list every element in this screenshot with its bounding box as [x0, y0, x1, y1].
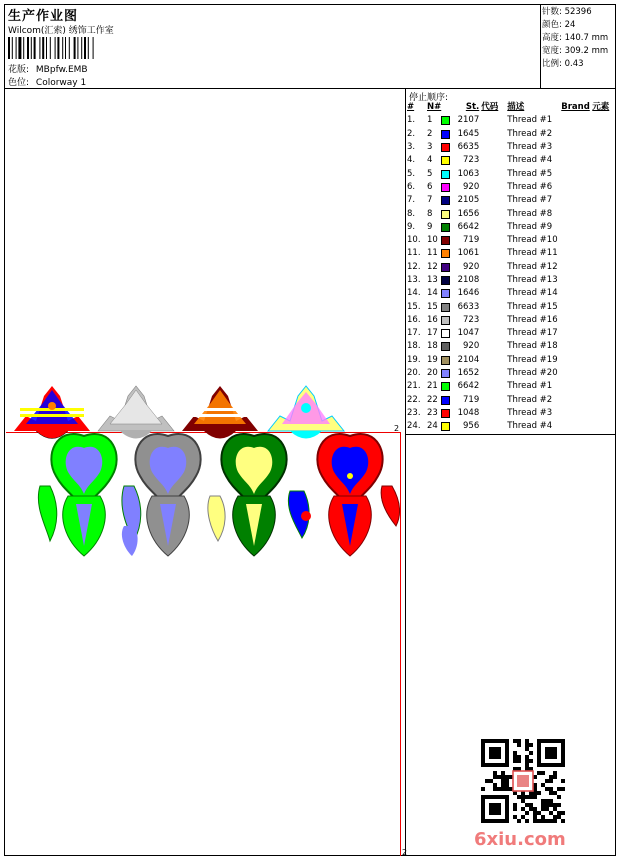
design-value: MBpfw.EMB	[35, 65, 88, 75]
row-index: 18.	[407, 341, 421, 352]
thread-row	[407, 327, 614, 340]
row-stitches: 2105	[441, 194, 481, 207]
row-brand	[561, 407, 592, 420]
row-needle: 4	[427, 155, 433, 166]
row-stitches: 2108	[441, 274, 481, 287]
stat-colors: 颜色: 24	[542, 20, 576, 30]
row-stitches: 956	[441, 420, 481, 433]
row-needle: 5	[427, 168, 433, 179]
row-brand	[561, 314, 592, 327]
row-needle: 18	[427, 341, 438, 352]
row-element	[592, 141, 614, 154]
marker-top: 2	[394, 424, 400, 433]
thread-table-header	[407, 101, 614, 114]
row-stitches: 6642	[441, 380, 481, 393]
row-brand	[561, 340, 592, 353]
row-element	[592, 167, 614, 180]
row-brand	[561, 420, 592, 433]
row-stitches: 1047	[441, 327, 481, 340]
row-brand	[561, 221, 592, 234]
row-stitches: 719	[441, 234, 481, 247]
row-description: Thread #10	[507, 235, 558, 246]
row-element	[592, 154, 614, 167]
row-needle: 8	[427, 208, 433, 219]
thread-row	[407, 128, 614, 141]
row-description: Thread #3	[507, 407, 553, 418]
row-needle: 7	[427, 195, 433, 206]
header-divider	[4, 88, 616, 89]
row-element	[592, 181, 614, 194]
thread-row	[407, 354, 614, 367]
stats-panel	[542, 6, 608, 71]
row-element	[592, 221, 614, 234]
crown-motif-4	[268, 386, 344, 439]
row-index: 14.	[407, 288, 421, 299]
row-needle: 1	[427, 115, 433, 126]
color-swatch	[441, 409, 450, 418]
row-index: 19.	[407, 354, 421, 365]
thread-row	[407, 340, 614, 353]
row-element	[592, 128, 614, 141]
row-needle: 19	[427, 354, 438, 365]
row-stitches: 6642	[441, 221, 481, 234]
thread-row	[407, 274, 614, 287]
row-code	[481, 167, 507, 180]
row-index: 2.	[407, 128, 416, 139]
row-stitches: 920	[441, 261, 481, 274]
row-index: 10.	[407, 235, 421, 246]
row-code	[481, 340, 507, 353]
row-brand	[561, 167, 592, 180]
row-description: Thread #20	[507, 368, 558, 379]
row-description: Thread #19	[507, 354, 558, 365]
thread-row	[407, 314, 614, 327]
row-code	[481, 207, 507, 220]
row-stitches: 1652	[441, 367, 481, 380]
row-stitches: 1656	[441, 207, 481, 220]
row-index: 16.	[407, 314, 421, 325]
row-element	[592, 194, 614, 207]
row-brand	[561, 181, 592, 194]
row-code	[481, 154, 507, 167]
row-stitches: 2104	[441, 354, 481, 367]
row-brand	[561, 380, 592, 393]
row-code	[481, 234, 507, 247]
row-needle: 15	[427, 301, 438, 312]
row-brand	[561, 354, 592, 367]
row-code	[481, 261, 507, 274]
row-code	[481, 114, 507, 127]
color-swatch	[441, 236, 450, 245]
row-needle: 21	[427, 381, 438, 392]
color-swatch	[441, 329, 450, 338]
row-needle: 6	[427, 181, 433, 192]
color-swatch	[441, 422, 450, 431]
row-stitches: 6633	[441, 300, 481, 313]
row-index: 3.	[407, 142, 416, 153]
row-index: 4.	[407, 155, 416, 166]
row-description: Thread #14	[507, 288, 558, 299]
row-code	[481, 380, 507, 393]
row-index: 20.	[407, 368, 421, 379]
row-code	[481, 367, 507, 380]
row-description: Thread #4	[507, 155, 553, 166]
color-swatch	[441, 156, 450, 165]
row-element	[592, 380, 614, 393]
stats-divider	[540, 4, 541, 88]
row-needle: 24	[427, 421, 438, 432]
stat-scale: 比例: 0.43	[542, 59, 584, 69]
marker-bottom: 2	[402, 848, 408, 857]
row-stitches: 723	[441, 314, 481, 327]
row-code	[481, 128, 507, 141]
row-needle: 12	[427, 261, 438, 272]
row-index: 23.	[407, 407, 421, 418]
col-n: N#	[427, 102, 442, 113]
row-needle: 23	[427, 407, 438, 418]
paisley-motif-4	[317, 434, 399, 556]
row-element	[592, 274, 614, 287]
thread-row	[407, 367, 614, 380]
row-index: 15.	[407, 301, 421, 312]
row-brand	[561, 141, 592, 154]
thread-row	[407, 407, 614, 420]
row-code	[481, 274, 507, 287]
color-swatch	[441, 143, 450, 152]
crown-motif-1	[14, 386, 90, 439]
qr-code	[481, 739, 565, 823]
table-bottom-line	[405, 434, 616, 435]
row-element	[592, 300, 614, 313]
row-brand	[561, 261, 592, 274]
row-stitches: 1063	[441, 167, 481, 180]
thread-table	[407, 101, 614, 433]
color-swatch	[441, 316, 450, 325]
row-index: 17.	[407, 328, 421, 339]
col-code: 代码	[481, 102, 499, 113]
row-element	[592, 261, 614, 274]
row-description: Thread #17	[507, 328, 558, 339]
thread-row	[407, 234, 614, 247]
row-stitches: 1646	[441, 287, 481, 300]
thread-row	[407, 114, 614, 127]
row-brand	[561, 367, 592, 380]
row-brand	[561, 154, 592, 167]
thread-row	[407, 154, 614, 167]
row-element	[592, 207, 614, 220]
row-stitches: 6635	[441, 141, 481, 154]
row-index: 1.	[407, 115, 416, 126]
row-description: Thread #1	[507, 115, 553, 126]
color-swatch	[441, 116, 450, 125]
row-description: Thread #3	[507, 142, 553, 153]
row-stitches: 920	[441, 181, 481, 194]
thread-row	[407, 394, 614, 407]
thread-row	[407, 261, 614, 274]
color-swatch	[441, 223, 450, 232]
row-brand	[561, 300, 592, 313]
row-needle: 22	[427, 394, 438, 405]
col-idx: #	[407, 102, 415, 113]
color-swatch	[441, 183, 450, 192]
color-swatch	[441, 130, 450, 139]
colorway-value: Colorway 1	[35, 78, 87, 88]
col-brand: Brand	[561, 102, 590, 113]
stat-stitches: 针数: 52396	[542, 7, 592, 17]
row-element	[592, 407, 614, 420]
design-label: 花版:	[8, 65, 30, 75]
colorway-row	[8, 75, 86, 88]
row-index: 9.	[407, 221, 416, 232]
row-needle: 14	[427, 288, 438, 299]
thread-row	[407, 380, 614, 393]
thread-row	[407, 194, 614, 207]
row-code	[481, 247, 507, 260]
row-brand	[561, 207, 592, 220]
row-needle: 17	[427, 328, 438, 339]
stat-width: 宽度: 309.2 mm	[542, 46, 609, 56]
row-element	[592, 114, 614, 127]
thread-row	[407, 167, 614, 180]
row-needle: 11	[427, 248, 438, 259]
row-index: 8.	[407, 208, 416, 219]
row-index: 6.	[407, 181, 416, 192]
row-description: Thread #11	[507, 248, 558, 259]
row-code	[481, 314, 507, 327]
row-code	[481, 420, 507, 433]
row-element	[592, 394, 614, 407]
row-needle: 20	[427, 368, 438, 379]
row-brand	[561, 287, 592, 300]
row-code	[481, 221, 507, 234]
company-name: Wilcom(汇索) 绣饰工作室	[8, 26, 114, 36]
row-brand	[561, 327, 592, 340]
row-code	[481, 327, 507, 340]
thread-row	[407, 207, 614, 220]
row-needle: 9	[427, 221, 433, 232]
design-name-row	[8, 62, 88, 75]
color-swatch	[441, 249, 450, 258]
color-swatch	[441, 396, 450, 405]
color-swatch	[441, 356, 450, 365]
row-description: Thread #18	[507, 341, 558, 352]
row-element	[592, 247, 614, 260]
row-element	[592, 340, 614, 353]
row-stitches: 719	[441, 394, 481, 407]
row-brand	[561, 114, 592, 127]
row-code	[481, 141, 507, 154]
row-description: Thread #13	[507, 275, 558, 285]
row-description: Thread #9	[507, 221, 553, 232]
row-code	[481, 300, 507, 313]
row-brand	[561, 234, 592, 247]
row-index: 11.	[407, 248, 421, 259]
row-description: Thread #8	[507, 208, 553, 219]
color-swatch	[441, 382, 450, 391]
row-code	[481, 407, 507, 420]
row-element	[592, 367, 614, 380]
row-brand	[561, 274, 592, 287]
page-title: 生产作业图	[8, 9, 79, 24]
barcode	[8, 37, 120, 59]
col-st: St.	[465, 102, 480, 113]
row-index: 21.	[407, 381, 421, 392]
thread-row	[407, 141, 614, 154]
embroidery-design	[6, 376, 406, 566]
row-element	[592, 314, 614, 327]
row-stitches: 723	[441, 154, 481, 167]
row-brand	[561, 394, 592, 407]
row-code	[481, 354, 507, 367]
row-index: 7.	[407, 195, 416, 206]
stop-sequence-title: 停止顺序:	[409, 93, 449, 103]
row-index: 13.	[407, 275, 421, 285]
row-index: 12.	[407, 261, 421, 272]
row-needle: 10	[427, 235, 438, 246]
thread-row	[407, 221, 614, 234]
thread-row	[407, 287, 614, 300]
colorway-label: 色位:	[8, 78, 30, 88]
row-code	[481, 394, 507, 407]
row-description: Thread #15	[507, 301, 558, 312]
row-code	[481, 287, 507, 300]
col-desc: 描述	[507, 102, 525, 113]
color-swatch	[441, 276, 450, 285]
row-description: Thread #1	[507, 381, 553, 392]
thread-row	[407, 181, 614, 194]
color-swatch	[441, 263, 450, 272]
row-element	[592, 420, 614, 433]
row-brand	[561, 194, 592, 207]
row-brand	[561, 247, 592, 260]
paisley-motif-3	[221, 434, 311, 556]
color-swatch	[441, 196, 450, 205]
row-description: Thread #16	[507, 314, 558, 325]
row-needle: 13	[427, 275, 438, 285]
row-description: Thread #2	[507, 128, 553, 139]
row-description: Thread #7	[507, 195, 553, 206]
crown-motif-2	[98, 386, 174, 439]
row-description: Thread #5	[507, 168, 553, 179]
row-code	[481, 194, 507, 207]
row-stitches: 1645	[441, 128, 481, 141]
row-description: Thread #12	[507, 261, 558, 272]
row-index: 24.	[407, 421, 421, 432]
thread-row	[407, 300, 614, 313]
row-needle: 2	[427, 128, 433, 139]
row-needle: 16	[427, 314, 438, 325]
row-description: Thread #6	[507, 181, 553, 192]
crown-motif-3	[182, 386, 258, 439]
stat-height: 高度: 140.7 mm	[542, 33, 609, 43]
row-index: 22.	[407, 394, 421, 405]
row-brand	[561, 128, 592, 141]
col-element: 元素	[592, 102, 610, 113]
color-swatch	[441, 342, 450, 351]
row-stitches: 2107	[441, 114, 481, 127]
row-description: Thread #4	[507, 421, 553, 432]
row-index: 5.	[407, 168, 416, 179]
row-element	[592, 234, 614, 247]
row-stitches: 1048	[441, 407, 481, 420]
color-swatch	[441, 369, 450, 378]
thread-row	[407, 247, 614, 260]
color-swatch	[441, 303, 450, 312]
row-stitches: 1061	[441, 247, 481, 260]
thread-row	[407, 420, 614, 433]
row-description: Thread #2	[507, 394, 553, 405]
row-code	[481, 181, 507, 194]
color-swatch	[441, 289, 450, 298]
row-element	[592, 287, 614, 300]
row-element	[592, 354, 614, 367]
row-stitches: 920	[441, 340, 481, 353]
watermark-logo: 6xiu.com	[474, 829, 566, 850]
row-needle: 3	[427, 142, 433, 153]
color-swatch	[441, 170, 450, 179]
color-swatch	[441, 210, 450, 219]
row-element	[592, 327, 614, 340]
